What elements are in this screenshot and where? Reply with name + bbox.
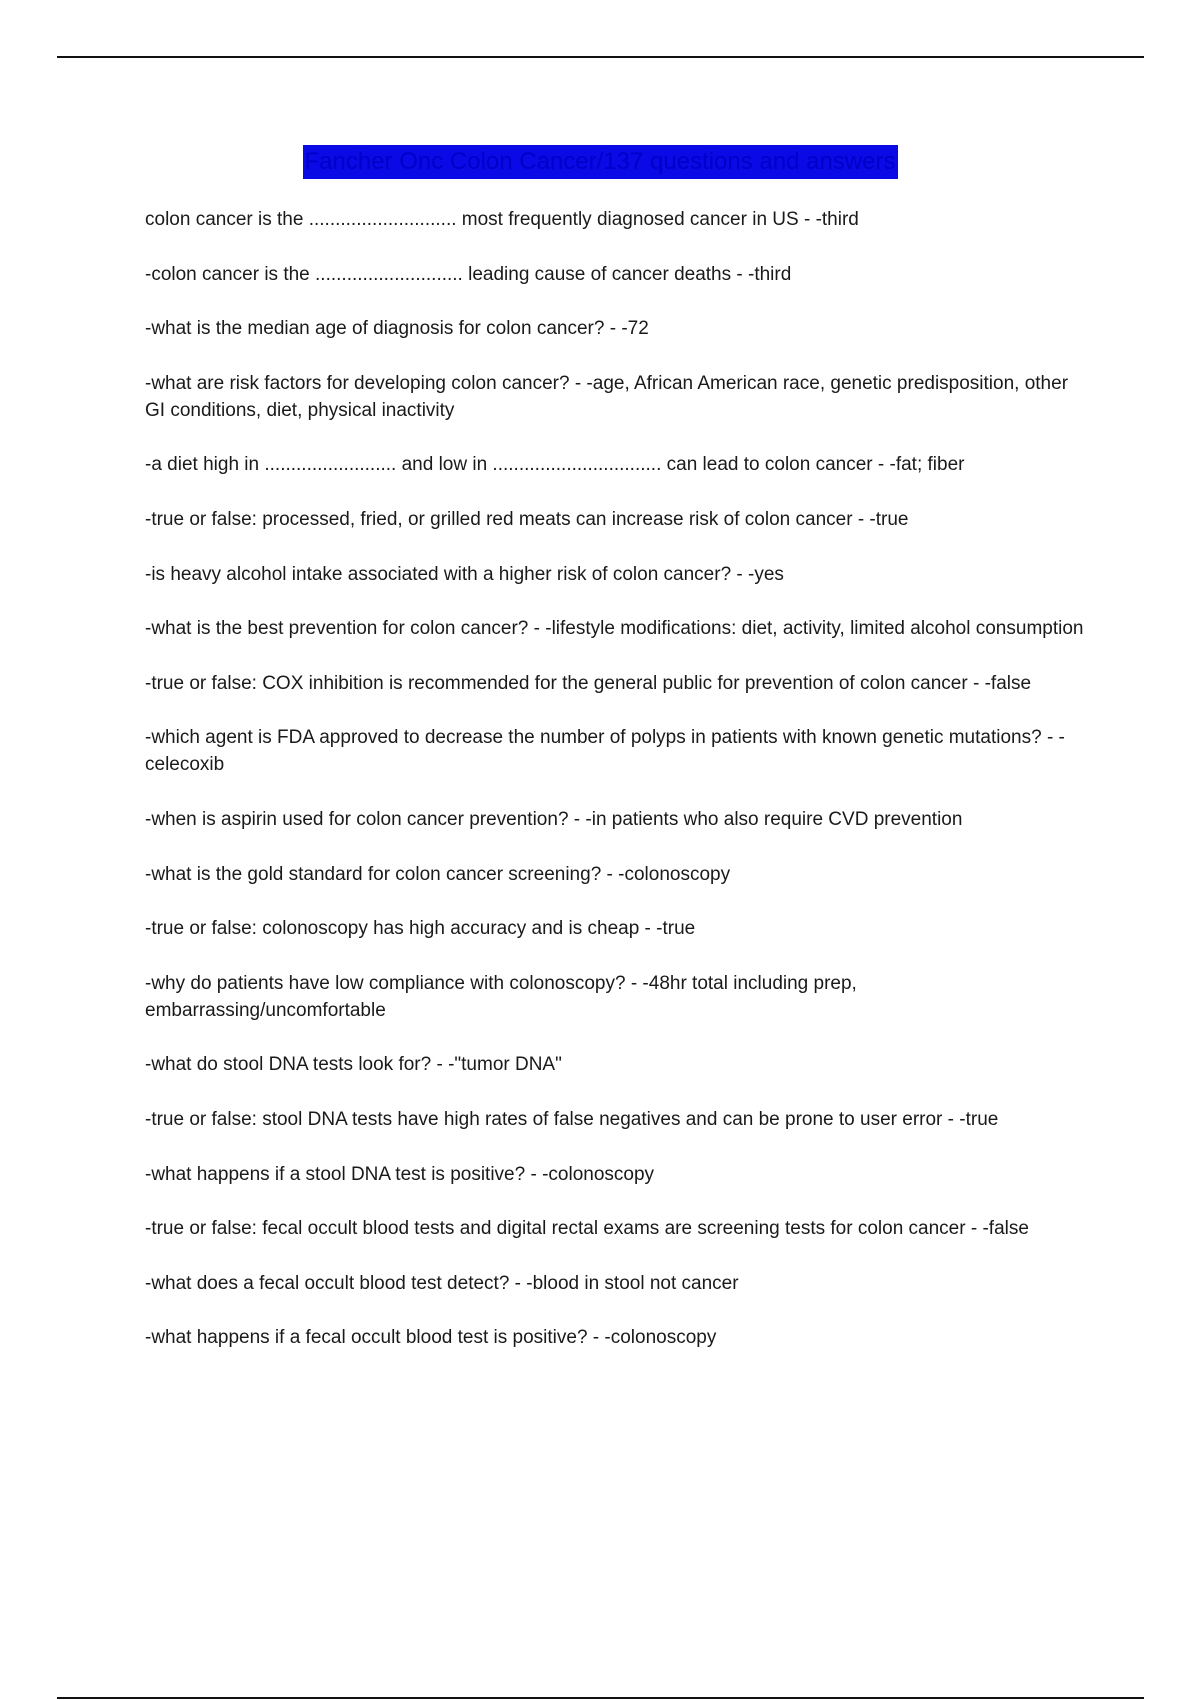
qa-item: -when is aspirin used for colon cancer prevention? - -in patients who also require CVD prevention [145,808,963,830]
qa-item: -is heavy alcohol intake associated with a higher risk of colon cancer? - -yes [145,563,784,585]
qa-item: -colon cancer is the ............................ leading cause of cancer deaths - -third [145,263,792,285]
document-title: Fancher Onc Colon Cancer/137 questions and answers [303,145,898,179]
qa-item: -why do patients have low compliance with colonoscopy? - -48hr total including prep, embarrassing/uncomfortable [145,972,857,1021]
qa-item: -true or false: COX inhibition is recommended for the general public for prevention of colon cancer - -false [145,672,1032,694]
qa-item: -true or false: processed, fried, or grilled red meats can increase risk of colon cancer - -true [145,508,909,530]
qa-item: -true or false: fecal occult blood tests and digital rectal exams are screening tests for colon cancer - -false [145,1218,1029,1240]
qa-item: -what does a fecal occult blood test detect? - -blood in stool not cancer [145,1272,739,1294]
qa-item: colon cancer is the ............................ most frequently diagnosed cancer in US - -third [145,209,859,230]
qa-item: -what is the best prevention for colon cancer? - -lifestyle modifications: diet, activity, limited alcohol consumption [145,618,1084,640]
header-rule [57,56,1144,58]
qa-list [145,206,1085,1379]
qa-item: -what happens if a fecal occult blood test is positive? - -colonoscopy [145,1327,717,1349]
qa-item: -what do stool DNA tests look for? - -"tumor DNA" [145,1054,562,1076]
footer-rule [57,1697,1144,1699]
qa-item: -what is the median age of diagnosis for colon cancer? - -72 [145,318,649,340]
qa-item: -what are risk factors for developing colon cancer? - -age, African American race, genetic predisposition, other GI conditions, diet, physical inactivity [145,372,1069,421]
qa-item: -a diet high in ......................... and low in ................................ can lead to colon cancer - -fat; fiber [145,454,965,476]
qa-item: -which agent is FDA approved to decrease the number of polyps in patients with known genetic mutations? - -celecoxib [145,727,1065,776]
qa-item: -true or false: stool DNA tests have high rates of false negatives and can be prone to user error - -true [145,1108,999,1130]
qa-item: -what is the gold standard for colon cancer screening? - -colonoscopy [145,863,731,885]
qa-item: -what happens if a stool DNA test is positive? - -colonoscopy [145,1163,655,1185]
title-container [0,145,1200,179]
qa-item: -true or false: colonoscopy has high accuracy and is cheap - -true [145,918,696,940]
